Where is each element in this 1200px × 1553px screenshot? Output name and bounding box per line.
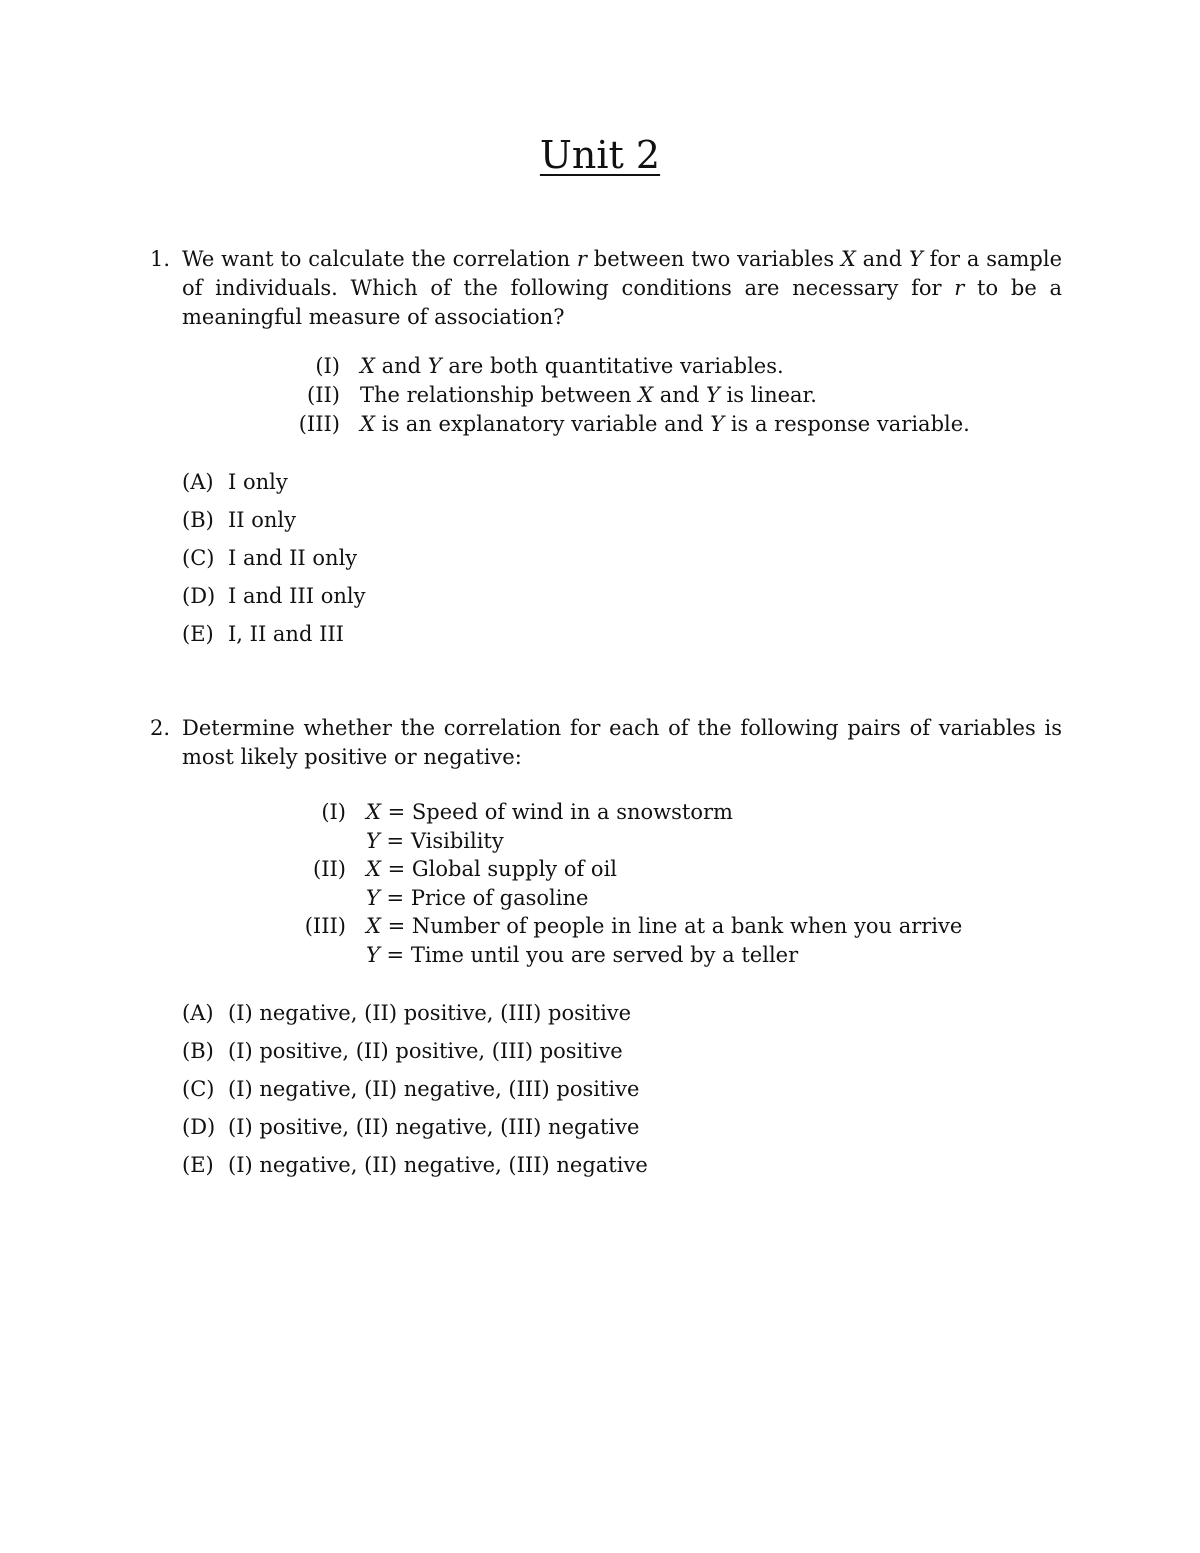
statement-text: X and Y are both quantitative variables. — [360, 354, 784, 378]
answer-choice[interactable]: (B) (I) positive, (II) positive, (III) positive — [182, 1039, 623, 1063]
question-1-text: We want to calculate the correlation r between two variables X and Y for a sample of individuals. Which of the following conditions are necessary for r to be a meaningful measure of association? — [182, 247, 1063, 329]
pair-y: Y = Time until you are served by a teller — [366, 943, 799, 967]
pair-label: (III) — [304, 914, 346, 938]
statement-label: (I) — [315, 354, 340, 378]
pair-y: Y = Price of gasoline — [366, 886, 589, 910]
pair-x: X = Global supply of oil — [366, 857, 617, 881]
question-2-number: 2. — [150, 716, 171, 740]
question-1-number: 1. — [150, 247, 171, 271]
answer-choice[interactable]: (D) I and III only — [182, 584, 366, 608]
answer-choice[interactable]: (E) I, II and III — [182, 622, 344, 646]
statement-label: (II) — [307, 383, 340, 407]
statement-label: (III) — [298, 412, 340, 436]
pair-label: (I) — [321, 800, 346, 824]
answer-choice[interactable]: (A) I only — [182, 470, 288, 494]
answer-choice[interactable]: (E) (I) negative, (II) negative, (III) negative — [182, 1153, 648, 1177]
pair-label: (II) — [313, 857, 346, 881]
page-title: Unit 2 — [539, 133, 661, 177]
answer-choice[interactable]: (C) I and II only — [182, 546, 358, 570]
pair-x: X = Number of people in line at a bank when you arrive — [366, 914, 963, 938]
answer-choice[interactable]: (A) (I) negative, (II) positive, (III) positive — [182, 1001, 632, 1025]
answer-choice[interactable]: (B) II only — [182, 508, 297, 532]
answer-choice[interactable]: (C) (I) negative, (II) negative, (III) positive — [182, 1077, 640, 1101]
statement-text: X is an explanatory variable and Y is a response variable. — [360, 412, 970, 436]
question-2-text: Determine whether the correlation for each of the following pairs of variables is most likely positive or negative: — [182, 716, 1062, 769]
answer-choice[interactable]: (D) (I) positive, (II) negative, (III) negative — [182, 1115, 640, 1139]
statement-text: The relationship between X and Y is linear. — [360, 383, 817, 407]
pair-y: Y = Visibility — [366, 829, 504, 853]
pair-x: X = Speed of wind in a snowstorm — [366, 800, 733, 824]
